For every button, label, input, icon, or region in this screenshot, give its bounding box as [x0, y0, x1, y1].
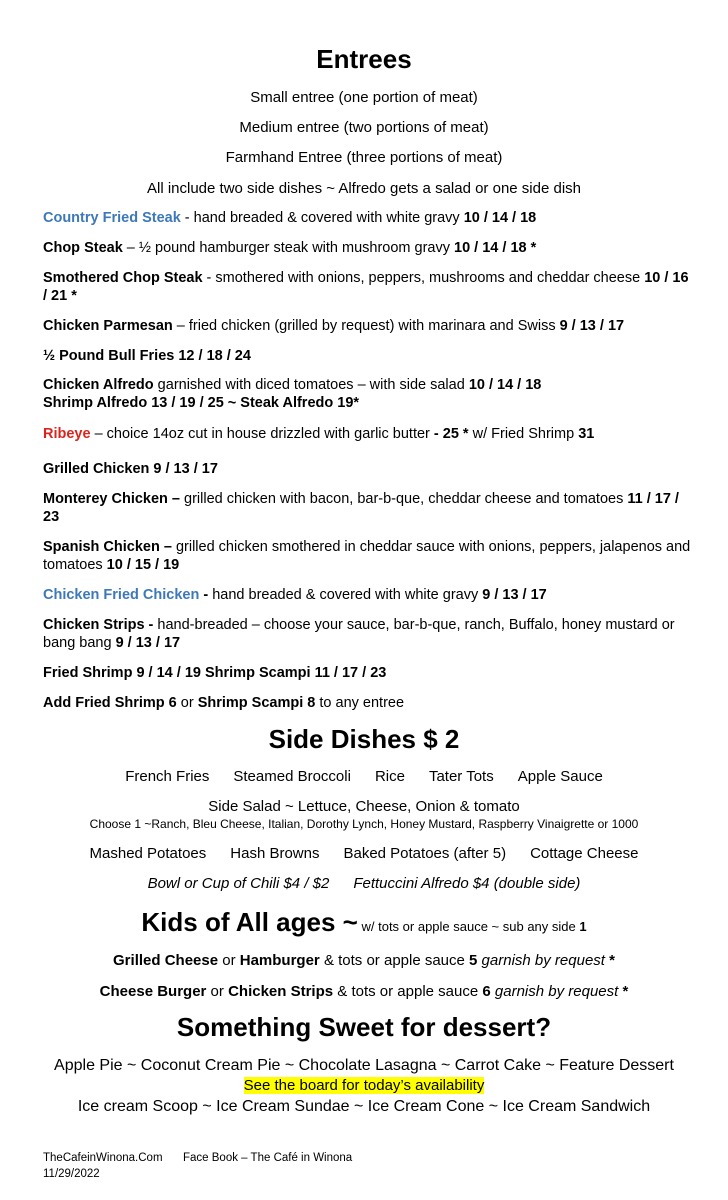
entree-fried-shrimp [43, 664, 693, 682]
item-desc-2: to any entree [315, 695, 405, 711]
item-price: 10 / 14 / 18 * [454, 240, 537, 256]
side-item: Cottage Cheese [530, 845, 639, 862]
sides-row-1 [0, 768, 728, 785]
entree-spanish-chicken [43, 538, 693, 574]
kids-item: Chicken Strips [228, 983, 334, 1000]
kids-item: Cheese Burger [99, 983, 207, 1000]
item-price: 10 / 15 / 19 [106, 557, 180, 573]
item-price: - 25 * [433, 426, 469, 442]
footer-facebook: Face Book – The Café in Winona [183, 1152, 353, 1164]
entree-chicken-strips [43, 616, 693, 652]
item-desc: – ½ pound hamburger steak with mushroom gravy [122, 240, 455, 256]
side-item: Rice [374, 768, 405, 785]
item-desc: - smothered with onions, peppers, mushrooms and cheddar cheese [202, 270, 645, 286]
size-medium: Medium entree (two portions of meat) [239, 119, 489, 136]
item-desc: garnished with diced tomatoes – with side salad [153, 377, 469, 393]
side-item: Tater Tots [428, 768, 494, 785]
kids-note-price: 1 [579, 919, 587, 934]
item-name: Chicken Fried Chicken [43, 587, 200, 603]
item-name: Monterey Chicken – [43, 491, 180, 507]
item-price: 9 / 13 / 17 [559, 318, 625, 334]
kids-item: Hamburger [239, 952, 320, 969]
item-desc: hand-breaded – choose your sauce, bar-b-que, ranch, Buffalo, honey mustard or bang bang [43, 617, 675, 651]
dressing-choices: Choose 1 ~Ranch, Bleu Cheese, Italian, Dorothy Lynch, Honey Mustard, Raspberry Vinaigrette or 1000 [89, 817, 639, 831]
kids-title: Kids of All ages [141, 907, 336, 937]
item-name: Chicken Alfredo [43, 377, 154, 393]
kids-or: or [206, 983, 229, 1000]
item-price: 11 / 17 / 23 [43, 491, 679, 525]
entree-country-fried-steak [43, 209, 693, 227]
kids-tilde: ~ [335, 907, 358, 937]
item-desc: - hand breaded & covered with white gravy [180, 210, 464, 226]
kids-line-2 [0, 983, 728, 1000]
dessert-line-1: Apple Pie ~ Coconut Cream Pie ~ Chocolate Lasagna ~ Carrot Cake ~ Feature Dessert [54, 1057, 674, 1074]
kids-star: * [604, 952, 615, 969]
side-item: Mashed Potatoes [89, 845, 207, 862]
side-item: Hash Browns [230, 845, 320, 862]
kids-price: 5 [469, 952, 478, 969]
entree-chicken-fried-chicken [43, 586, 693, 604]
item-name: Add Fried Shrimp 6 [43, 695, 177, 711]
item-desc: hand breaded & covered with white gravy [208, 587, 483, 603]
item-name: Ribeye [43, 426, 91, 442]
entree-shrimp-alfredo [43, 394, 693, 412]
item-extra: w/ Fried Shrimp [468, 426, 579, 442]
kids-line-1 [0, 952, 728, 969]
entree-monterey-chicken [43, 490, 693, 526]
item-desc: grilled chicken with bacon, bar-b-que, cheddar cheese and tomatoes [180, 491, 628, 507]
item-name-2: Shrimp Scampi 8 [197, 695, 316, 711]
dessert-title: Something Sweet for dessert? [176, 1012, 552, 1042]
dessert-availability [0, 1077, 728, 1094]
footer-website: TheCafeinWinona.Com [43, 1152, 163, 1164]
side-salad: Side Salad ~ Lettuce, Cheese, Onion & tomato [208, 798, 520, 815]
item-desc: – fried chicken (grilled by request) with marinara and Swiss [172, 318, 560, 334]
item-name: Shrimp Alfredo 13 / 19 / 25 ~ Steak Alfredo 19* [43, 395, 360, 411]
kids-garnish: garnish by request [490, 983, 619, 1000]
item-name: Smothered Chop Steak [43, 270, 203, 286]
item-desc: – choice 14oz cut in house drizzled with garlic butter [90, 426, 434, 442]
entree-ribeye [43, 425, 693, 443]
item-price: 9 / 13 / 17 [115, 635, 181, 651]
side-item: Fettuccini Alfredo $4 (double side) [353, 875, 581, 892]
kids-heading [0, 907, 728, 938]
entree-grilled-chicken [43, 460, 693, 478]
item-name: Fried Shrimp 9 / 14 / 19 Shrimp Scampi 11 / 17 / 23 [43, 665, 387, 681]
availability-highlight: See the board for today’s availability [243, 1077, 485, 1094]
item-name: Chicken Parmesan [43, 318, 173, 334]
kids-note: w/ tots or apple sauce ~ sub any side [357, 919, 580, 934]
size-farmhand: Farmhand Entree (three portions of meat) [225, 149, 503, 166]
size-note: All include two side dishes ~ Alfredo gets a salad or one side dish [146, 180, 581, 197]
item-name: Country Fried Steak [43, 210, 181, 226]
entree-chicken-alfredo [43, 376, 693, 394]
sides-row-3 [0, 875, 728, 892]
item-price: 10 / 14 / 18 [463, 210, 537, 226]
side-item: Baked Potatoes (after 5) [343, 845, 507, 862]
item-sep: - [199, 587, 209, 603]
item-name: ½ Pound Bull Fries 12 / 18 / 24 [43, 348, 251, 364]
kids-desc: & tots or apple sauce [319, 952, 470, 969]
item-desc: grilled chicken smothered in cheddar sauce with onions, peppers, jalapenos and tomatoes [43, 539, 691, 573]
kids-or: or [218, 952, 240, 969]
dessert-line-2: Ice cream Scoop ~ Ice Cream Sundae ~ Ice Cream Cone ~ Ice Cream Sandwich [77, 1098, 651, 1115]
item-name: Spanish Chicken – [43, 539, 172, 555]
kids-garnish: garnish by request [477, 952, 605, 969]
sides-title: Side Dishes $ 2 [268, 724, 460, 754]
sides-row-2 [0, 845, 728, 862]
item-desc: or [176, 695, 198, 711]
footer-date: 11/29/2022 [43, 1168, 100, 1180]
entrees-title: Entrees [316, 44, 412, 74]
item-extra-price: 31 [578, 426, 595, 442]
entree-add-shrimp [43, 694, 693, 712]
side-item: Steamed Broccoli [233, 768, 351, 785]
item-price: 10 / 14 / 18 [468, 377, 542, 393]
entree-smothered-chop-steak [43, 269, 693, 305]
item-name: Chicken Strips - [43, 617, 154, 633]
item-price: 10 / 16 / 21 * [43, 270, 689, 304]
entree-chicken-parmesan [43, 317, 693, 335]
entree-chop-steak [43, 239, 693, 257]
entree-bull-fries [43, 347, 693, 365]
item-name: Chop Steak [43, 240, 123, 256]
side-item: Bowl or Cup of Chili $4 / $2 [147, 875, 330, 892]
item-name: Grilled Chicken 9 / 13 / 17 [43, 461, 218, 477]
kids-star: * [618, 983, 629, 1000]
size-small: Small entree (one portion of meat) [250, 89, 478, 106]
kids-desc: & tots or apple sauce [333, 983, 483, 1000]
kids-price: 6 [482, 983, 491, 1000]
side-item: Apple Sauce [517, 768, 603, 785]
side-item: French Fries [125, 768, 210, 785]
kids-item: Grilled Cheese [113, 952, 219, 969]
item-price: 9 / 13 / 17 [482, 587, 547, 603]
